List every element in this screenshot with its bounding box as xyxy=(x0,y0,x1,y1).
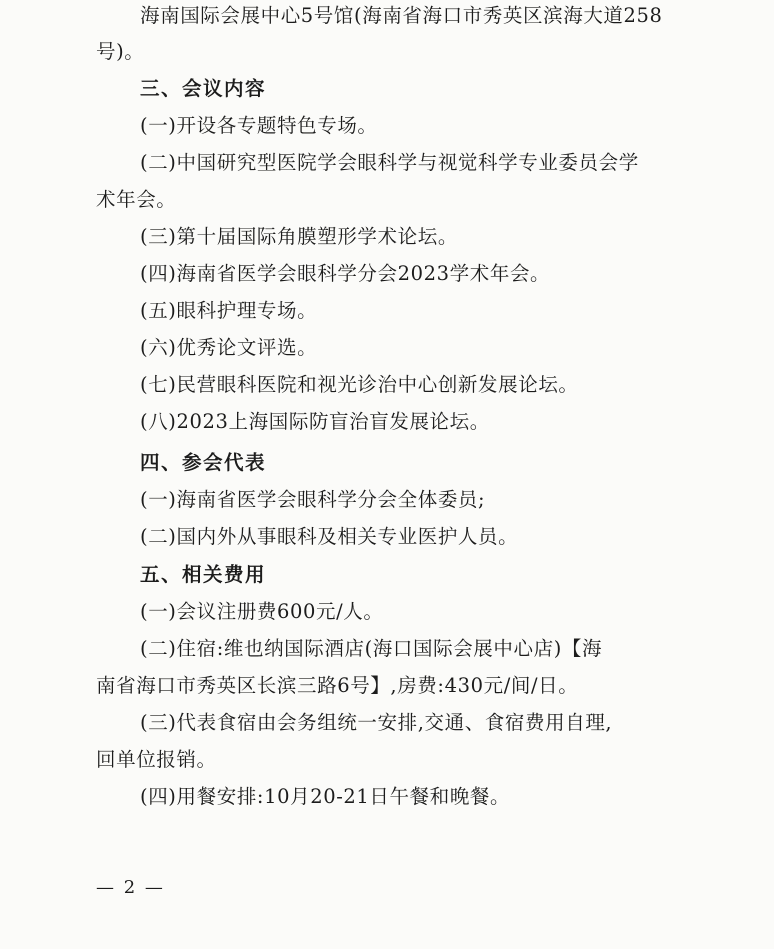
list-item: (五)眼科护理专场。 xyxy=(140,299,318,322)
body-line: 术年会。 xyxy=(96,188,177,211)
section-heading: 五、相关费用 xyxy=(140,563,267,586)
list-item: (二)中国研究型医院学会眼科学与视觉科学专业委员会学 xyxy=(140,151,639,174)
section-heading: 四、参会代表 xyxy=(140,451,267,474)
list-item: (四)海南省医学会眼科学分会2023学术年会。 xyxy=(140,262,551,285)
list-item: (四)用餐安排:10月20-21日午餐和晚餐。 xyxy=(140,785,511,808)
list-item: (二)国内外从事眼科及相关专业医护人员。 xyxy=(140,525,519,548)
section-heading: 三、会议内容 xyxy=(140,77,267,100)
body-line: 南省海口市秀英区长滨三路6号】,房费:430元/间/日。 xyxy=(96,674,579,697)
page-number: — 2 — xyxy=(96,877,165,898)
list-item: (六)优秀论文评选。 xyxy=(140,336,318,359)
list-item: (三)第十届国际角膜塑形学术论坛。 xyxy=(140,225,458,248)
list-item: (七)民营眼科医院和视光诊治中心创新发展论坛。 xyxy=(140,373,579,396)
body-line: 回单位报销。 xyxy=(96,748,217,771)
list-item: (一)海南省医学会眼科学分会全体委员; xyxy=(140,488,486,511)
body-line: 号)。 xyxy=(96,40,145,63)
list-item: (三)代表食宿由会务组统一安排,交通、食宿费用自理, xyxy=(140,711,613,734)
list-item: (一)会议注册费600元/人。 xyxy=(140,600,384,623)
list-item: (八)2023上海国际防盲治盲发展论坛。 xyxy=(140,410,490,433)
body-line: 海南国际会展中心5号馆(海南省海口市秀英区滨海大道258 xyxy=(140,4,663,27)
list-item: (一)开设各专题特色专场。 xyxy=(140,114,378,137)
list-item: (二)住宿:维也纳国际酒店(海口国际会展中心店)【海 xyxy=(140,637,603,660)
